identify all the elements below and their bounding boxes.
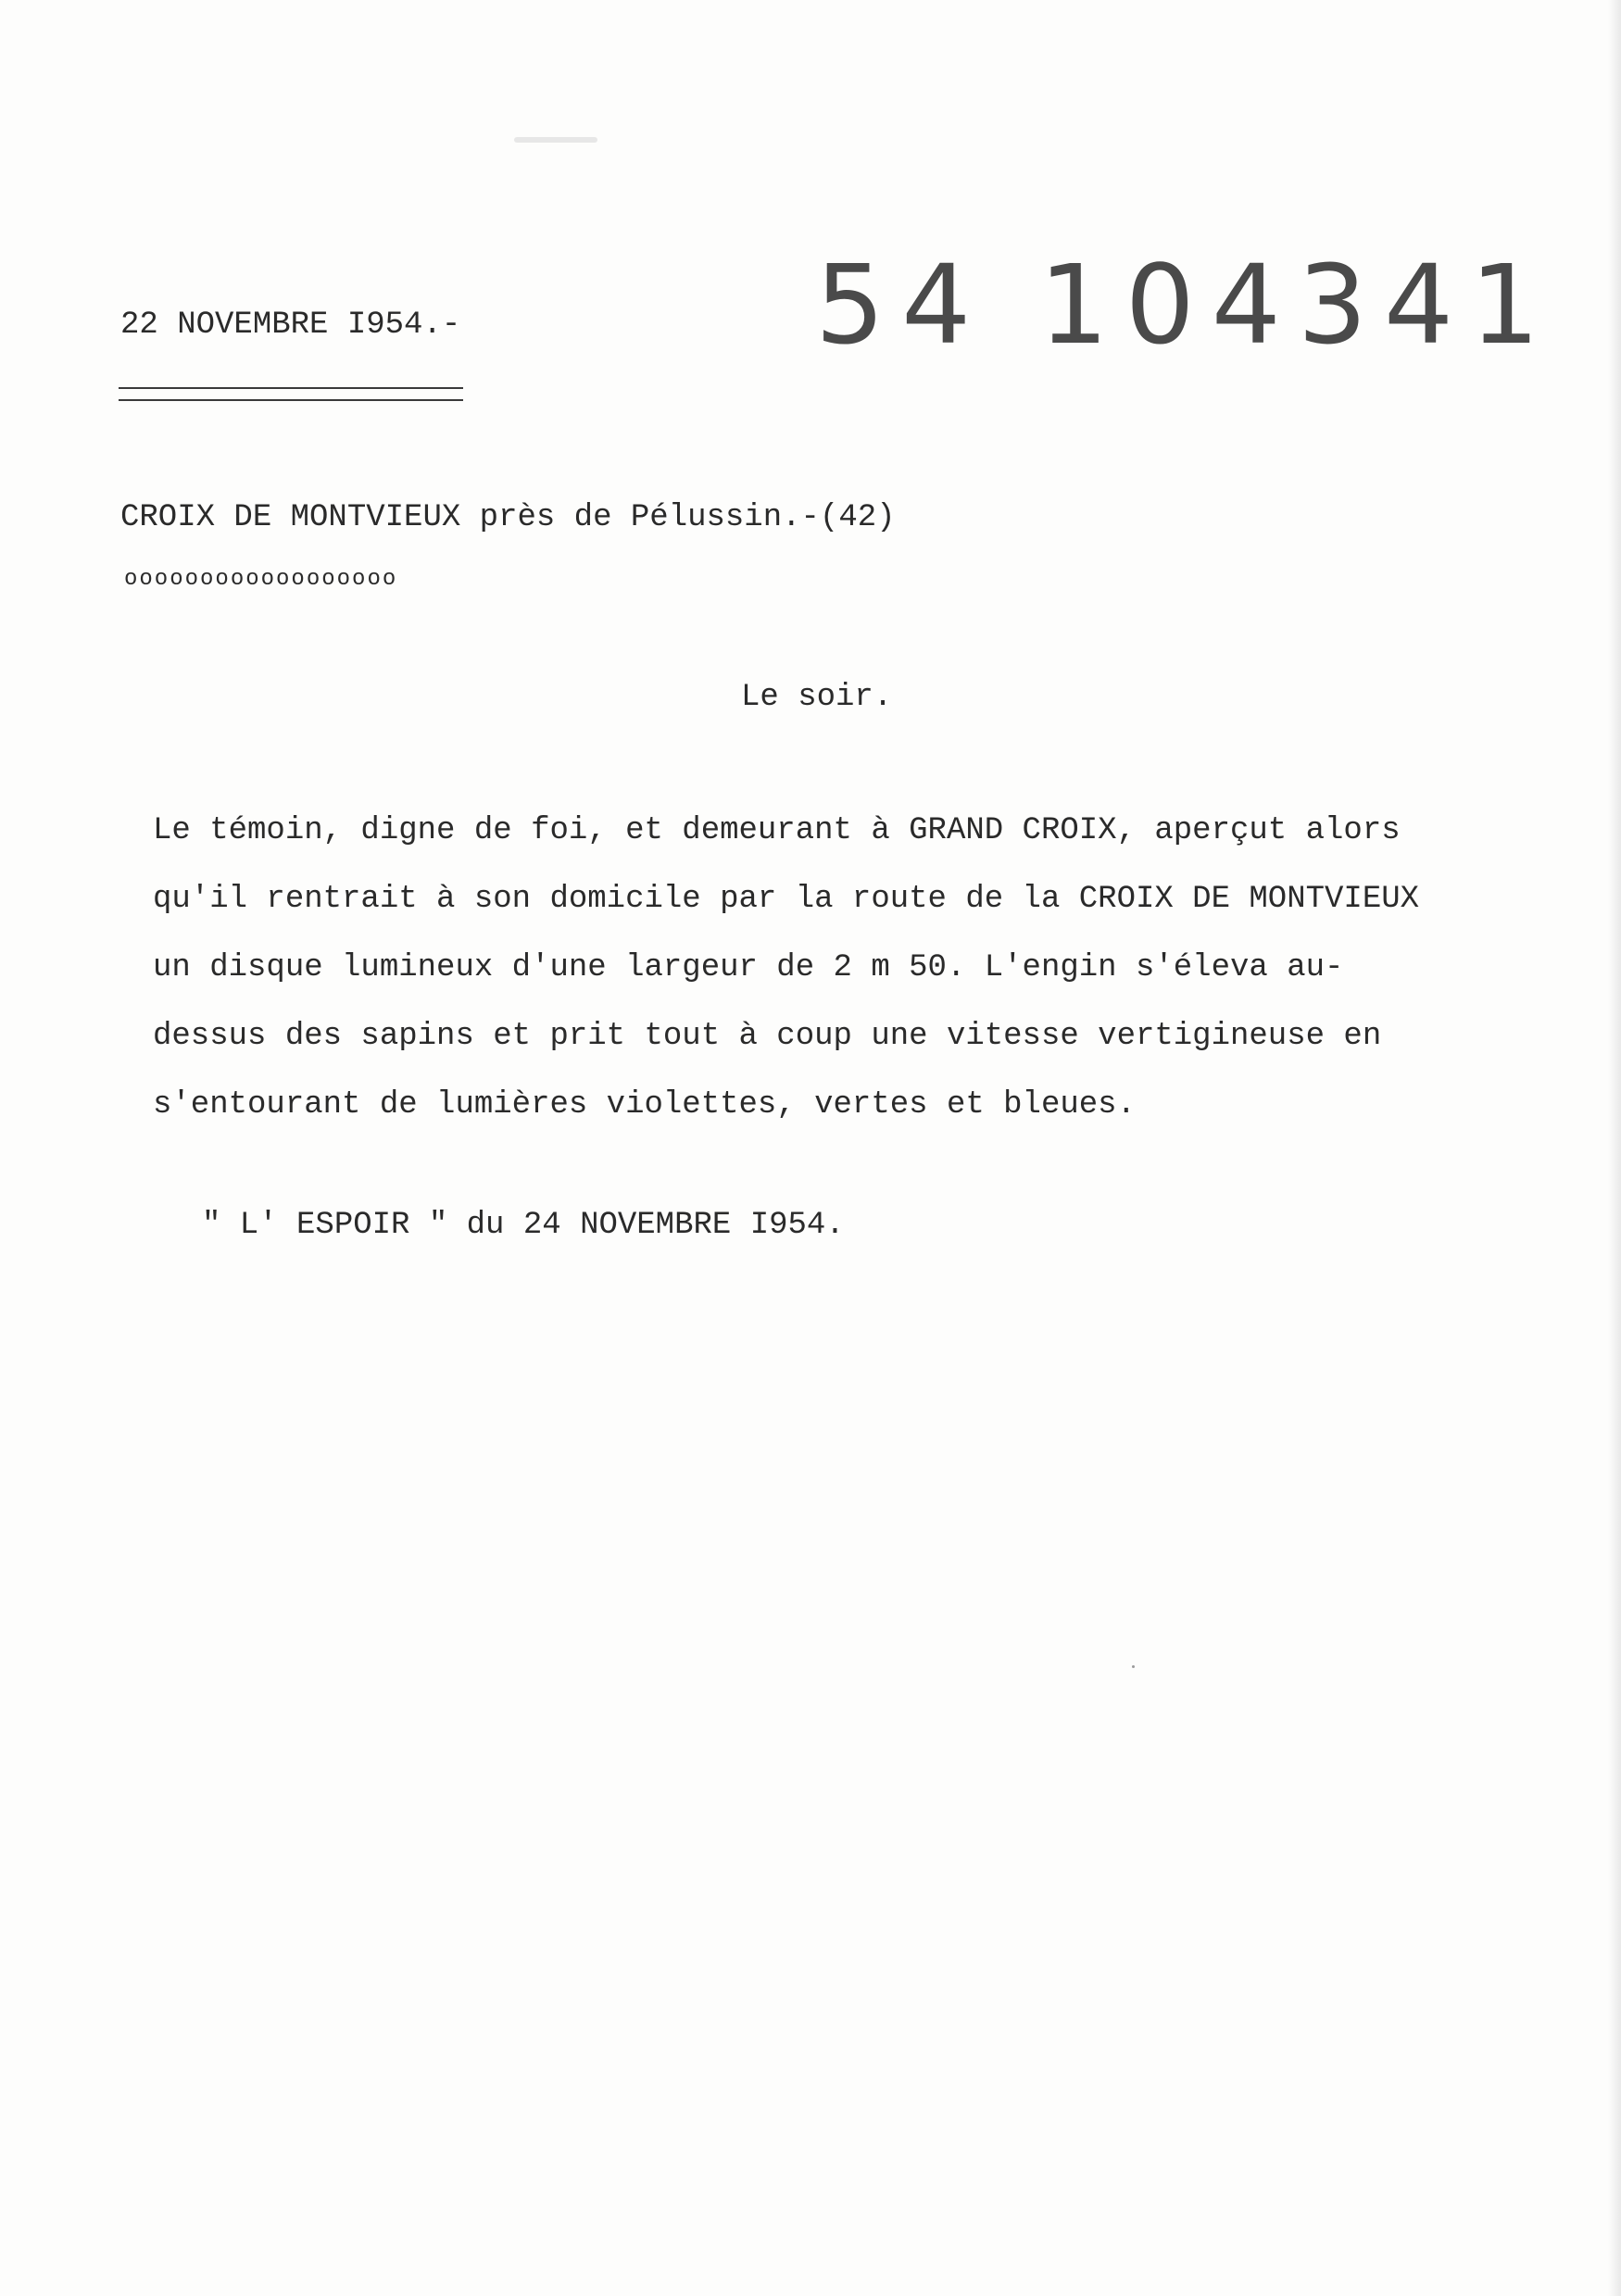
report-date: 22 NOVEMBRE I954.-	[120, 307, 461, 343]
body-line: Le témoin, digne de foi, et demeurant à GRAND CROIX, aperçut alors	[153, 813, 1401, 848]
body-line: s'entourant de lumières violettes, vertes et bleues.	[153, 1087, 1136, 1123]
time-of-day: Le soir.	[741, 680, 893, 715]
page-edge-shadow	[1608, 0, 1621, 2296]
witness-report-body	[153, 797, 1616, 1139]
date-double-underline	[119, 387, 463, 401]
scan-speck	[1132, 1665, 1135, 1668]
reference-number-stamp: 54 104341	[815, 241, 1557, 369]
location-heading: CROIX DE MONTVIEUX près de Pélussin.-(42)	[120, 500, 896, 535]
newspaper-source: " L' ESPOIR " du 24 NOVEMBRE I954.	[202, 1208, 845, 1243]
circle-divider: oooooooooooooooooo	[124, 567, 398, 592]
scan-smudge	[514, 137, 597, 143]
body-line: dessus des sapins et prit tout à coup une vitesse vertigineuse en	[153, 1019, 1382, 1054]
body-line: qu'il rentrait à son domicile par la route de la CROIX DE MONTVIEUX	[153, 882, 1420, 917]
body-line: un disque lumineux d'une largeur de 2 m 50. L'engin s'éleva au-	[153, 950, 1344, 985]
